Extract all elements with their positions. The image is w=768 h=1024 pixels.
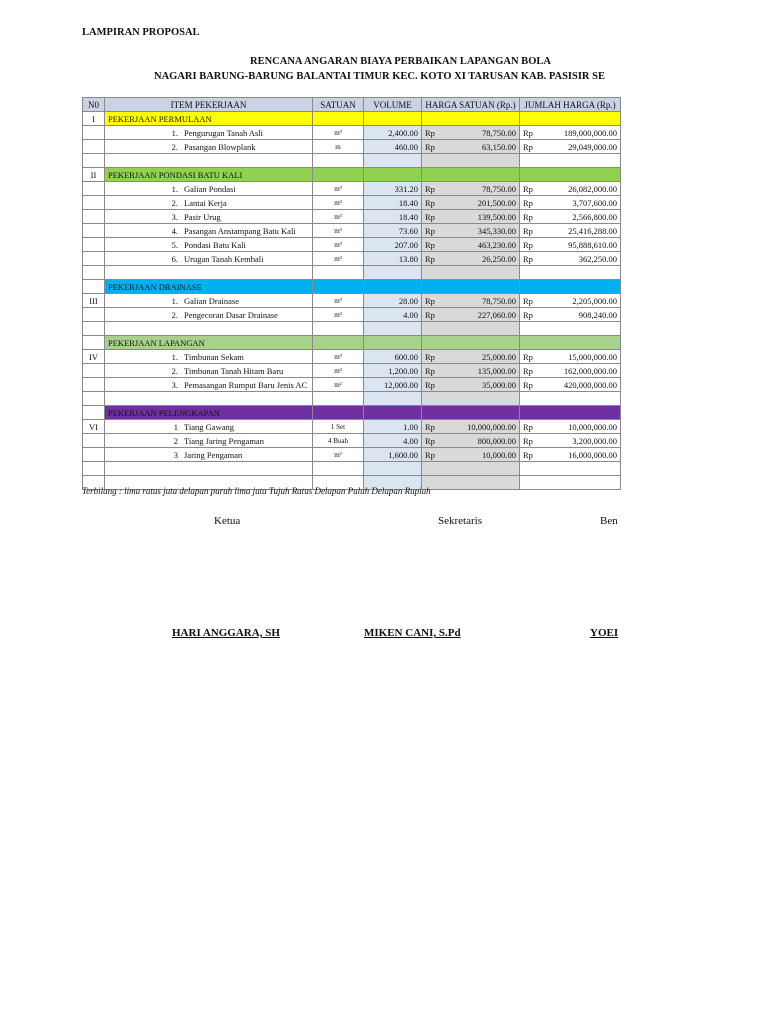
item-total-cell xyxy=(520,420,621,434)
empty-cell xyxy=(422,392,520,406)
item-cell xyxy=(105,364,313,378)
empty-cell xyxy=(313,266,364,280)
section-number xyxy=(83,406,105,420)
item-total-cell xyxy=(520,182,621,196)
table-row xyxy=(83,294,621,308)
item-total: 10,000,000.00 xyxy=(568,421,617,432)
empty-cell xyxy=(105,392,313,406)
empty-cell xyxy=(364,154,422,168)
empty-cell xyxy=(313,322,364,336)
section-fill-cell xyxy=(313,280,364,294)
row-section-number xyxy=(83,434,105,448)
item-number: 2 xyxy=(173,435,178,446)
col-header-item: ITEM PEKERJAAN xyxy=(105,98,313,112)
row-section-number xyxy=(83,126,105,140)
section-fill-cell xyxy=(520,112,621,126)
item-cell xyxy=(105,434,313,448)
col-header-unit: SATUAN xyxy=(313,98,364,112)
spacer-row xyxy=(83,392,621,406)
currency-label: Rp xyxy=(523,379,533,390)
item-unit-price-cell xyxy=(422,448,520,462)
item-total: 908,240.00 xyxy=(578,309,617,320)
item-unit-price-cell xyxy=(422,378,520,392)
empty-cell xyxy=(422,154,520,168)
section-number: II xyxy=(83,168,105,182)
section-title: PEKERJAAN DRAINASE xyxy=(105,280,313,294)
empty-cell xyxy=(520,322,621,336)
section-fill-cell xyxy=(364,280,422,294)
row-section-number xyxy=(83,308,105,322)
row-section-number xyxy=(83,210,105,224)
empty-cell xyxy=(422,476,520,490)
item-cell xyxy=(105,126,313,140)
table-row xyxy=(83,210,621,224)
item-cell xyxy=(105,196,313,210)
empty-cell xyxy=(313,392,364,406)
item-unit-price-cell xyxy=(422,294,520,308)
item-unit-price: 10,000,000.00 xyxy=(467,421,516,432)
item-total: 15,000,000.00 xyxy=(568,351,617,362)
item-name: Timbunan Sekam xyxy=(184,351,244,362)
currency-label: Rp xyxy=(523,211,533,222)
item-volume: 2,400.00 xyxy=(364,126,422,140)
item-unit-price: 463,230.00 xyxy=(477,239,516,250)
item-cell xyxy=(105,210,313,224)
item-unit: m³ xyxy=(313,238,364,252)
currency-label: Rp xyxy=(425,127,435,138)
currency-label: Rp xyxy=(425,365,435,376)
item-unit-price-cell xyxy=(422,420,520,434)
item-name: Urugan Tanah Kembali xyxy=(184,253,264,264)
item-total-cell xyxy=(520,350,621,364)
table-row xyxy=(83,252,621,266)
item-cell xyxy=(105,350,313,364)
item-name: Tiang Gawang xyxy=(184,421,234,432)
item-unit-price: 227,060.00 xyxy=(477,309,516,320)
item-unit: m² xyxy=(313,378,364,392)
item-cell xyxy=(105,252,313,266)
section-title-row xyxy=(83,280,621,294)
empty-cell xyxy=(422,462,520,476)
signature-role-sekretaris: Sekretaris xyxy=(438,515,482,527)
item-unit: m³ xyxy=(313,126,364,140)
section-title: PEKERJAAN LAPANGAN xyxy=(105,336,313,350)
section-fill-cell xyxy=(520,406,621,420)
currency-label: Rp xyxy=(425,141,435,152)
currency-label: Rp xyxy=(425,211,435,222)
section-title: PEKERJAAN PERMULAAN xyxy=(105,112,313,126)
row-section-number xyxy=(83,196,105,210)
item-unit: m² xyxy=(313,448,364,462)
row-section-number: IV xyxy=(83,350,105,364)
item-cell xyxy=(105,224,313,238)
section-fill-cell xyxy=(422,406,520,420)
item-total: 16,000,000.00 xyxy=(568,449,617,460)
item-total-cell xyxy=(520,378,621,392)
currency-label: Rp xyxy=(523,225,533,236)
item-number: 2. xyxy=(171,141,178,152)
item-number: 1. xyxy=(171,127,178,138)
currency-label: Rp xyxy=(425,197,435,208)
section-fill-cell xyxy=(313,112,364,126)
item-name: Pasangan Blowplank xyxy=(184,141,256,152)
section-title-row xyxy=(83,168,621,182)
section-number xyxy=(83,280,105,294)
empty-cell xyxy=(83,266,105,280)
currency-label: Rp xyxy=(425,379,435,390)
currency-label: Rp xyxy=(425,309,435,320)
item-volume: 207.00 xyxy=(364,238,422,252)
item-unit: m³ xyxy=(313,182,364,196)
section-fill-cell xyxy=(313,168,364,182)
item-unit-price-cell xyxy=(422,182,520,196)
item-unit-price: 139,500.00 xyxy=(477,211,516,222)
document-subtitle: NAGARI BARUNG-BARUNG BALANTAI TIMUR KEC. KOTO XI TARUSAN KAB. PASISIR SE xyxy=(154,71,605,82)
item-name: Pondasi Batu Kali xyxy=(184,239,246,250)
item-unit-price-cell xyxy=(422,224,520,238)
section-number xyxy=(83,336,105,350)
item-volume: 331.20 xyxy=(364,182,422,196)
empty-cell xyxy=(105,462,313,476)
signature-role-ketua: Ketua xyxy=(214,515,241,527)
item-total-cell xyxy=(520,224,621,238)
signature-name-ketua: HARI ANGGARA, SH xyxy=(172,627,280,639)
empty-cell xyxy=(422,322,520,336)
item-unit-price: 800,000.00 xyxy=(477,435,516,446)
item-number: 3 xyxy=(173,449,178,460)
item-number: 2. xyxy=(171,197,178,208)
row-section-number xyxy=(83,238,105,252)
item-unit: m³ xyxy=(313,364,364,378)
item-unit-price: 78,750.00 xyxy=(482,183,516,194)
col-header-volume: VOLUME xyxy=(364,98,422,112)
item-cell xyxy=(105,182,313,196)
item-unit-price: 26,250.00 xyxy=(482,253,516,264)
item-total-cell xyxy=(520,252,621,266)
item-cell xyxy=(105,294,313,308)
spacer-row xyxy=(83,154,621,168)
section-fill-cell xyxy=(364,168,422,182)
item-total: 3,707,600.00 xyxy=(572,197,617,208)
empty-cell xyxy=(364,392,422,406)
empty-cell xyxy=(364,462,422,476)
currency-label: Rp xyxy=(425,239,435,250)
table-row xyxy=(83,350,621,364)
item-volume: 12,000.00 xyxy=(364,378,422,392)
currency-label: Rp xyxy=(425,295,435,306)
item-unit-price-cell xyxy=(422,350,520,364)
empty-cell xyxy=(520,476,621,490)
item-number: 1. xyxy=(171,295,178,306)
item-total: 29,049,000.00 xyxy=(568,141,617,152)
item-total-cell xyxy=(520,196,621,210)
currency-label: Rp xyxy=(523,435,533,446)
currency-label: Rp xyxy=(523,197,533,208)
currency-label: Rp xyxy=(523,239,533,250)
item-unit: 1 Set xyxy=(313,420,364,434)
item-unit-price: 78,750.00 xyxy=(482,295,516,306)
table-row xyxy=(83,224,621,238)
item-name: Galian Pondasi xyxy=(184,183,236,194)
signature-name-bendahara: YOEI xyxy=(590,627,619,639)
spacer-row xyxy=(83,266,621,280)
terbilang-text: Terbilang : lima ratus juta delapan puruh lima juta Tujuh Ratus Delapan Puluh Delapan Rupiah xyxy=(82,486,431,496)
currency-label: Rp xyxy=(425,253,435,264)
item-total: 3,200,000.00 xyxy=(572,435,617,446)
currency-label: Rp xyxy=(425,183,435,194)
item-name: Galian Drainase xyxy=(184,295,239,306)
item-total-cell xyxy=(520,140,621,154)
item-total: 25,416,288.00 xyxy=(568,225,617,236)
item-cell xyxy=(105,140,313,154)
spacer-row xyxy=(83,462,621,476)
item-unit-price: 78,750.00 xyxy=(482,127,516,138)
empty-cell xyxy=(520,266,621,280)
item-cell xyxy=(105,378,313,392)
section-fill-cell xyxy=(364,336,422,350)
item-name: Pengecoran Dasar Drainase xyxy=(184,309,278,320)
empty-cell xyxy=(105,322,313,336)
empty-cell xyxy=(520,154,621,168)
currency-label: Rp xyxy=(523,183,533,194)
row-section-number xyxy=(83,252,105,266)
empty-cell xyxy=(83,462,105,476)
item-name: Timbunan Tanah Hitam Baru xyxy=(184,365,284,376)
item-unit: m³ xyxy=(313,196,364,210)
item-unit-price: 25,000.00 xyxy=(482,351,516,362)
table-row xyxy=(83,420,621,434)
col-header-no: N0 xyxy=(83,98,105,112)
item-total-cell xyxy=(520,238,621,252)
document-title: RENCANA ANGARAN BIAYA PERBAIKAN LAPANGAN BOLA xyxy=(250,56,551,67)
item-unit-price: 63,150.00 xyxy=(482,141,516,152)
item-number: 1 xyxy=(173,421,178,432)
spacer-row xyxy=(83,322,621,336)
section-fill-cell xyxy=(422,168,520,182)
currency-label: Rp xyxy=(523,449,533,460)
item-number: 4. xyxy=(171,225,178,236)
signature-name-sekretaris: MIKEN CANI, S.Pd xyxy=(364,627,461,639)
item-unit-price-cell xyxy=(422,434,520,448)
section-fill-cell xyxy=(422,112,520,126)
item-unit-price-cell xyxy=(422,364,520,378)
row-section-number xyxy=(83,182,105,196)
currency-label: Rp xyxy=(425,421,435,432)
empty-cell xyxy=(313,154,364,168)
item-cell xyxy=(105,420,313,434)
item-volume: 600.00 xyxy=(364,350,422,364)
item-total-cell xyxy=(520,210,621,224)
section-fill-cell xyxy=(422,336,520,350)
item-number: 2. xyxy=(171,365,178,376)
section-title: PEKERJAAN PELENGKAPAN xyxy=(105,406,313,420)
item-volume: 460.00 xyxy=(364,140,422,154)
section-number: I xyxy=(83,112,105,126)
item-number: 5. xyxy=(171,239,178,250)
table-row xyxy=(83,140,621,154)
currency-label: Rp xyxy=(425,225,435,236)
item-volume: 73.60 xyxy=(364,224,422,238)
item-total: 362,250.00 xyxy=(578,253,617,264)
table-row xyxy=(83,126,621,140)
section-fill-cell xyxy=(364,112,422,126)
section-fill-cell xyxy=(422,280,520,294)
item-unit: m xyxy=(313,140,364,154)
item-name: Pasangan Anstampang Batu Kali xyxy=(184,225,296,236)
item-number: 1. xyxy=(171,351,178,362)
item-cell xyxy=(105,308,313,322)
item-name: Lantai Kerja xyxy=(184,197,227,208)
row-section-number xyxy=(83,224,105,238)
section-title: PEKERJAAN PONDASI BATU KALI xyxy=(105,168,313,182)
table-header-row xyxy=(83,98,621,112)
item-total-cell xyxy=(520,364,621,378)
empty-cell xyxy=(105,266,313,280)
item-volume: 18.40 xyxy=(364,196,422,210)
table-row xyxy=(83,238,621,252)
item-name: Pengurugan Tanah Asli xyxy=(184,127,264,138)
currency-label: Rp xyxy=(523,365,533,376)
empty-cell xyxy=(520,462,621,476)
section-fill-cell xyxy=(520,168,621,182)
item-unit-price: 201,500.00 xyxy=(477,197,516,208)
item-unit-price-cell xyxy=(422,210,520,224)
item-cell xyxy=(105,448,313,462)
item-name: Jaring Pengaman xyxy=(184,449,243,460)
item-unit-price: 35,000.00 xyxy=(482,379,516,390)
section-title-row xyxy=(83,112,621,126)
item-volume: 28.00 xyxy=(364,294,422,308)
budget-table xyxy=(82,97,621,490)
currency-label: Rp xyxy=(523,127,533,138)
table-row xyxy=(83,378,621,392)
item-unit: m³ xyxy=(313,350,364,364)
item-total: 162,000,000.00 xyxy=(563,365,617,376)
item-unit-price-cell xyxy=(422,238,520,252)
item-unit: m³ xyxy=(313,252,364,266)
item-unit-price-cell xyxy=(422,140,520,154)
col-header-unit-price: HARGA SATUAN (Rp.) xyxy=(422,98,520,112)
item-unit-price-cell xyxy=(422,252,520,266)
item-volume: 4.00 xyxy=(364,434,422,448)
table-row xyxy=(83,434,621,448)
item-number: 2. xyxy=(171,309,178,320)
empty-cell xyxy=(105,154,313,168)
item-total: 420,000,000.00 xyxy=(563,379,617,390)
item-total: 26,082,000.00 xyxy=(568,183,617,194)
currency-label: Rp xyxy=(523,421,533,432)
item-unit: m³ xyxy=(313,224,364,238)
currency-label: Rp xyxy=(523,253,533,264)
item-unit: m³ xyxy=(313,294,364,308)
item-number: 1. xyxy=(171,183,178,194)
item-number: 6. xyxy=(171,253,178,264)
attachment-label: LAMPIRAN PROPOSAL xyxy=(82,27,200,38)
signature-role-bendahara: Ben xyxy=(600,515,618,527)
empty-cell xyxy=(364,266,422,280)
row-section-number xyxy=(83,448,105,462)
empty-cell xyxy=(83,392,105,406)
item-unit-price: 135,000.00 xyxy=(477,365,516,376)
row-section-number xyxy=(83,140,105,154)
item-unit-price-cell xyxy=(422,196,520,210)
item-name: Pemasangan Rumput Baru Jenis AC xyxy=(184,379,308,390)
section-fill-cell xyxy=(313,406,364,420)
item-volume: 18.40 xyxy=(364,210,422,224)
row-section-number xyxy=(83,364,105,378)
item-unit: m³ xyxy=(313,308,364,322)
currency-label: Rp xyxy=(425,449,435,460)
item-unit-price-cell xyxy=(422,308,520,322)
section-fill-cell xyxy=(313,336,364,350)
item-unit: m³ xyxy=(313,210,364,224)
currency-label: Rp xyxy=(523,309,533,320)
empty-cell xyxy=(520,392,621,406)
item-volume: 1.00 xyxy=(364,420,422,434)
item-total-cell xyxy=(520,448,621,462)
item-total: 2,205,000.00 xyxy=(572,295,617,306)
currency-label: Rp xyxy=(523,295,533,306)
item-unit-price-cell xyxy=(422,126,520,140)
row-section-number xyxy=(83,378,105,392)
section-fill-cell xyxy=(520,280,621,294)
empty-cell xyxy=(422,266,520,280)
section-fill-cell xyxy=(520,336,621,350)
item-unit: 4 Buah xyxy=(313,434,364,448)
item-total: 95,888,610.00 xyxy=(568,239,617,250)
empty-cell xyxy=(83,154,105,168)
table-row xyxy=(83,182,621,196)
empty-cell xyxy=(313,462,364,476)
item-volume: 1,600.00 xyxy=(364,448,422,462)
item-total-cell xyxy=(520,308,621,322)
currency-label: Rp xyxy=(523,141,533,152)
item-name: Pasir Urug xyxy=(184,211,221,222)
table-row xyxy=(83,196,621,210)
item-total-cell xyxy=(520,434,621,448)
item-volume: 1,200.00 xyxy=(364,364,422,378)
col-header-total: JUMLAH HARGA (Rp.) xyxy=(520,98,621,112)
item-unit-price: 345,330.00 xyxy=(477,225,516,236)
item-number: 3. xyxy=(171,211,178,222)
row-section-number: VI xyxy=(83,420,105,434)
empty-cell xyxy=(364,322,422,336)
item-unit-price: 10,000.00 xyxy=(482,449,516,460)
currency-label: Rp xyxy=(425,435,435,446)
item-volume: 4.00 xyxy=(364,308,422,322)
empty-cell xyxy=(83,322,105,336)
table-row xyxy=(83,448,621,462)
currency-label: Rp xyxy=(523,351,533,362)
table-row xyxy=(83,364,621,378)
table-row xyxy=(83,308,621,322)
item-volume: 13.80 xyxy=(364,252,422,266)
item-total: 2,566,800.00 xyxy=(572,211,617,222)
item-total-cell xyxy=(520,126,621,140)
item-total: 189,000,000.00 xyxy=(563,127,617,138)
section-fill-cell xyxy=(364,406,422,420)
row-section-number: III xyxy=(83,294,105,308)
section-title-row xyxy=(83,336,621,350)
item-name: Tiang Jaring Pengaman xyxy=(184,435,264,446)
currency-label: Rp xyxy=(425,351,435,362)
item-number: 3. xyxy=(171,379,178,390)
item-cell xyxy=(105,238,313,252)
section-title-row xyxy=(83,406,621,420)
item-total-cell xyxy=(520,294,621,308)
